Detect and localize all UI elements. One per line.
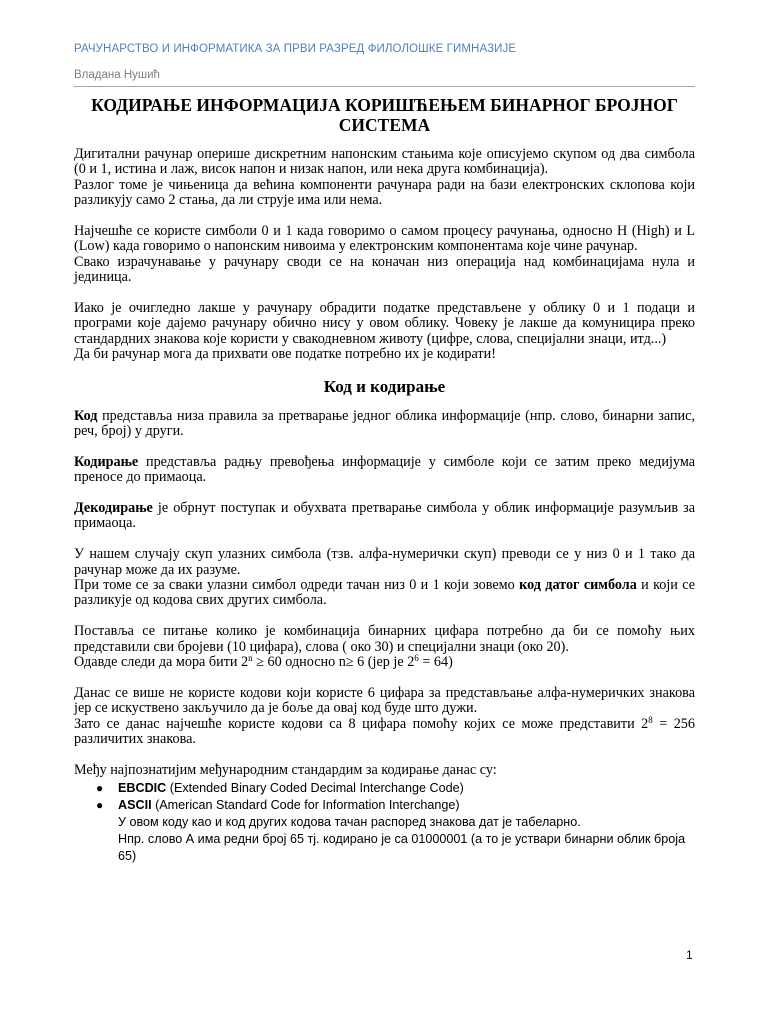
definition-code — [74, 409, 695, 440]
paragraph-today-1: Данас се више не користе кодови који користе 6 цифара за представљање алфа-нумеричких знакова јер се искуствено закључило да је боље да овај код буде што дужи. — [74, 684, 695, 717]
formula-sup-n: n — [248, 653, 253, 664]
intro-paragraph-4: Свако израчунавање у рачунару своди се на коначан низ операција над комбинацијама нула и јединица. — [74, 253, 695, 286]
bullet-icon: ● — [96, 798, 104, 813]
intro-paragraph-5: Иако је очигледно лакше у рачунару обрадити податке представљене у облику 0 и 1 подаци и програми које дајемо рачунару обично нису у овом облику. Човеку је лакше да комуницира преко стандардних знакова које користи у свакодневном животу (цифре, слова, специјални знаци, итд...) — [74, 300, 695, 347]
formula-text-c: = 64) — [418, 654, 453, 671]
document-title: КОДИРАЊЕ ИНФОРМАЦИЈА КОРИШЋЕЊЕМ БИНАРНОГ БРОЈНОГ СИСТЕМА — [91, 95, 678, 135]
formula-text-a: Одавде следи да мора бити 2 — [74, 654, 249, 671]
definition-encoding-text: представља радњу превођења информације у симболе који се затим преко медијума преносе до примаоца. — [74, 453, 695, 486]
definition-encoding — [74, 455, 695, 486]
paragraph-standards: Међу најпознатијим међународним стандардим за кодирање данас су: — [74, 761, 497, 778]
header-divider — [74, 86, 695, 87]
ascii-abbr: ASCII — [118, 798, 152, 813]
intro-paragraph-6: Да би рачунар мога да прихвати ове податке потребно их је кодирати! — [74, 346, 496, 363]
ebcdic-full: (Extended Binary Coded Decimal Interchange Code) — [166, 781, 464, 796]
definition-decoding — [74, 501, 695, 532]
today-sup-8: 8 — [648, 714, 653, 725]
term-symbol-code: код датог симбола — [519, 577, 637, 594]
ascii-note-1: У овом коду као и код других кодова тачан распоред знакова дат је табеларно. — [118, 815, 581, 830]
today-text-b: = 256 различитих знакова. — [74, 715, 695, 748]
intro-paragraph-2: Разлог томе је чињеница да већина компоненти рачунара ради на бази електронских склопова који разликују само 2 стања, да ли струје има или нема. — [74, 176, 695, 209]
list-item-ascii — [74, 797, 695, 814]
formula-sup-6: 6 — [414, 653, 419, 664]
definition-code-text: представља низа правила за претварање једног облика информације (нпр. слово, бинарни запис, реч, број) у други. — [74, 407, 695, 440]
bullet-icon: ● — [96, 781, 104, 796]
definition-decoding-text: је обрнут поступак и обухвата претварање симбола у облик информације разумљив за примаоца. — [74, 500, 695, 532]
list-item-ebcdic — [74, 780, 695, 797]
paragraph-input-symbols: У нашем случају скуп улазних симбола (тзв. алфа-нумерички скуп) преводи се у низ 0 и 1 тако да рачунар може да их разуме. — [74, 546, 695, 578]
header-author: Владана Нушић — [74, 69, 160, 81]
formula-text-b: ≥ 60 односно n≥ 6 (јер је 2 — [252, 654, 415, 671]
today-text-a: Зато се данас најчешће користе кодови са 8 цифара помоћу којих се може представити 2 — [74, 715, 649, 732]
paragraph-question: Поставља се питање колико је комбинација бинарних цифара потребно да би се помоћу њих представили сви бројеви (10 цифара), слова ( око 30) и специјални знаци (око 20). — [74, 623, 695, 655]
standards-list — [74, 780, 695, 814]
ascii-note-2: Нпр. слово А има редни број 65 тј. кодирано је са 01000001 (а то је уствари бинарни облик броја 65) — [118, 832, 686, 864]
symbol-code-text-a: При томе се за сваки улазни симбол одреди тачан низ 0 и 1 који зовемо — [74, 577, 520, 594]
ascii-full: (American Standard Code for Information Interchange) — [151, 798, 460, 813]
symbol-code-text-b: и који се разликује од кодова свих других симбола. — [74, 577, 695, 609]
document-body — [74, 95, 695, 865]
paragraph-symbol-code — [74, 578, 695, 609]
section-heading: Код и кодирање — [323, 376, 446, 396]
header-course-title: РАЧУНАРСТВО И ИНФОРМАТИКА ЗА ПРВИ РАЗРЕД ФИЛОЛОШКЕ ГИМНАЗИЈЕ — [74, 43, 517, 55]
intro-paragraph-3: Најчешће се користе симболи 0 и 1 када говоримо о самом процесу рачунања, односно H (High) и L (Low) када говоримо о напонским нивоима у електронским компонентама које чине рачунар. — [74, 223, 695, 255]
ebcdic-abbr: EBCDIC — [118, 781, 167, 796]
term-encoding: Кодирање — [74, 453, 139, 470]
term-code: Код — [74, 407, 98, 424]
paragraph-formula — [74, 655, 695, 670]
intro-paragraph-1: Дигитални рачунар оперише дискретним напонским стањима које описујемо скупом од два симбола (0 и 1, истина и лаж, висок напон и низак напон, или нека друга комбинација). — [74, 146, 695, 178]
term-decoding: Декодирање — [74, 500, 153, 517]
page-number: 1 — [686, 948, 693, 962]
paragraph-today-2 — [74, 714, 695, 748]
